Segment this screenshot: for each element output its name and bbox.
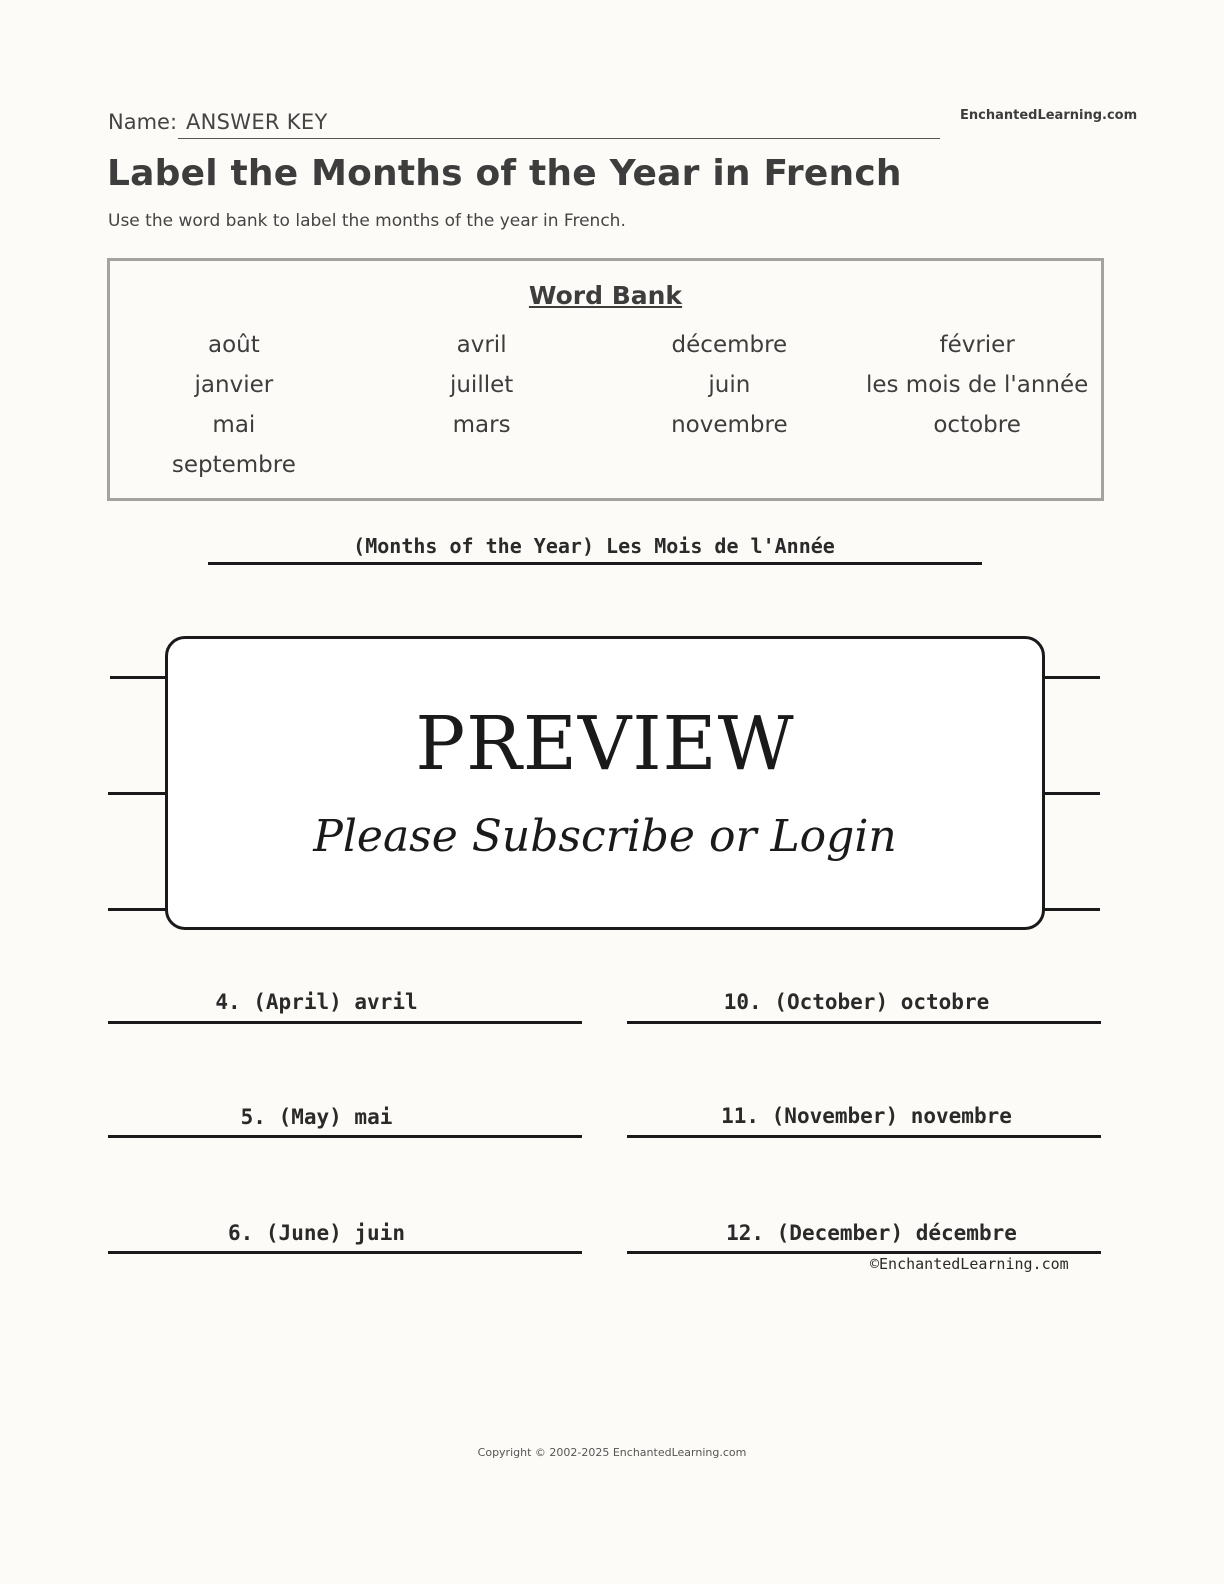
page-title: Label the Months of the Year in French xyxy=(107,153,902,194)
label-line-stub-right xyxy=(1040,908,1100,911)
word-bank-item: décembre xyxy=(671,332,788,358)
label-line-stub-right xyxy=(1040,792,1100,795)
word-bank-item: janvier xyxy=(194,372,274,398)
label-line-stub-left xyxy=(110,676,166,679)
word-bank-item: septembre xyxy=(171,452,296,478)
answer-line xyxy=(627,1135,1101,1138)
site-brand: EnchantedLearning.com xyxy=(960,108,1138,123)
word-bank-item: août xyxy=(207,332,260,358)
answer-line xyxy=(627,1021,1101,1024)
name-value: ANSWER KEY xyxy=(186,110,328,134)
label-line-stub-left xyxy=(108,908,166,911)
word-bank-item: mai xyxy=(212,412,256,438)
answer-label: 4. (April) avril xyxy=(215,990,418,1014)
word-bank-item: juin xyxy=(708,372,751,398)
preview-overlay[interactable] xyxy=(165,636,1045,930)
copyright-footer: Copyright © 2002-2025 EnchantedLearning.com xyxy=(477,1446,747,1459)
answer-line xyxy=(108,1021,582,1024)
label-line-stub-left xyxy=(108,792,166,795)
diagram-credit: ©EnchantedLearning.com xyxy=(870,1255,1069,1273)
word-bank-item: mars xyxy=(452,412,511,438)
preview-heading: PREVIEW xyxy=(415,701,795,787)
word-bank-item: novembre xyxy=(671,412,788,438)
answer-line xyxy=(627,1251,1101,1254)
word-bank xyxy=(107,258,1104,501)
answer-label: 10. (October) octobre xyxy=(723,990,990,1014)
answer-label: 5. (May) mai xyxy=(240,1105,393,1129)
word-bank-item: avril xyxy=(456,332,507,358)
diagram-title-underline xyxy=(208,562,982,565)
word-bank-item: les mois de l'année xyxy=(865,372,1089,398)
instructions: Use the word bank to label the months of the year in French. xyxy=(108,211,626,231)
answer-line xyxy=(108,1251,582,1254)
answer-label: 11. (November) novembre xyxy=(721,1104,1012,1128)
label-line-stub-right xyxy=(1040,676,1100,679)
answer-label: 12. (December) décembre xyxy=(726,1221,1017,1245)
word-bank-item: octobre xyxy=(933,412,1021,438)
word-bank-grid xyxy=(110,325,1101,485)
word-bank-item: février xyxy=(939,332,1015,358)
answer-label: 6. (June) juin xyxy=(227,1221,405,1245)
diagram-title: (Months of the Year) Les Mois de l'Année xyxy=(353,534,835,558)
word-bank-title: Word Bank xyxy=(528,281,683,310)
name-label: Name: xyxy=(108,110,178,134)
word-bank-item: juillet xyxy=(449,372,514,398)
name-underline xyxy=(178,138,940,139)
answer-line xyxy=(108,1135,582,1138)
subscribe-login-prompt[interactable]: Please Subscribe or Login xyxy=(313,811,897,862)
